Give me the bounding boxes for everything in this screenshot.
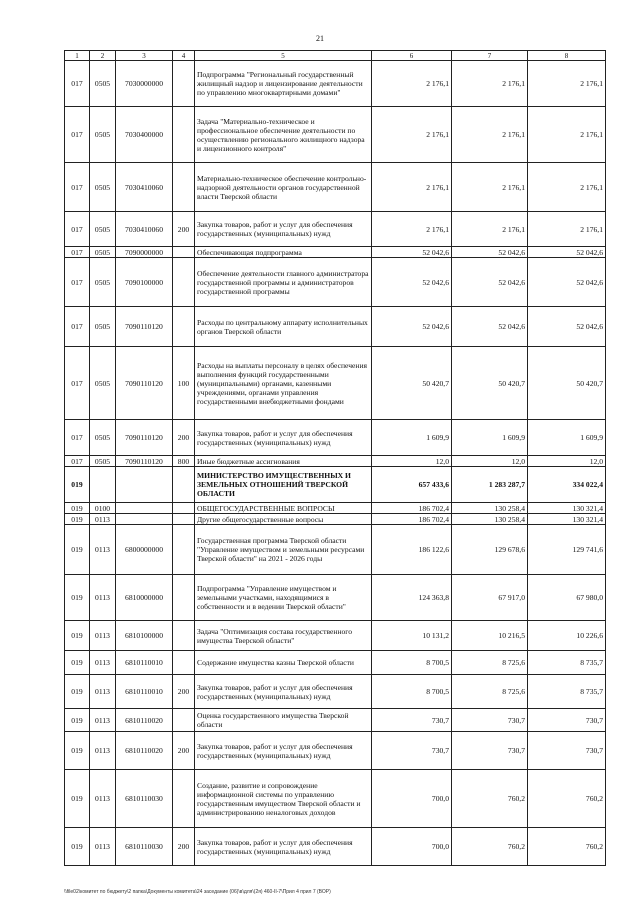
table-row-ministry-total <box>65 467 606 503</box>
table-row <box>65 307 606 347</box>
cell-ministry-code: 017 <box>65 456 90 467</box>
cell-amount-col8: 334 022,4 <box>528 467 606 503</box>
cell-amount-col6: 8 700,5 <box>372 651 452 675</box>
cell-expense-type <box>173 467 195 503</box>
table-row <box>65 347 606 420</box>
cell-description: Подпрограмма "Региональный государственный жилищный надзор и лицензирование деятельности по управлению многоквартирными домами" <box>195 61 372 107</box>
cell-amount-col8: 12,0 <box>528 456 606 467</box>
cell-amount-col8: 1 609,9 <box>528 420 606 456</box>
cell-amount-col6: 52 042,6 <box>372 258 452 307</box>
cell-amount-col6: 8 700,5 <box>372 675 452 709</box>
cell-section-code: 0113 <box>90 732 116 770</box>
cell-amount-col8: 760,2 <box>528 828 606 866</box>
cell-amount-col6: 50 420,7 <box>372 347 452 420</box>
cell-target-code: 6810110010 <box>116 675 173 709</box>
cell-amount-col8: 8 735,7 <box>528 651 606 675</box>
cell-expense-type: 200 <box>173 420 195 456</box>
cell-expense-type <box>173 575 195 621</box>
cell-amount-col8: 52 042,6 <box>528 258 606 307</box>
cell-ministry-code: 017 <box>65 307 90 347</box>
cell-amount-col8: 130 321,4 <box>528 503 606 514</box>
cell-expense-type <box>173 61 195 107</box>
cell-section-code: 0505 <box>90 61 116 107</box>
cell-amount-col8: 760,2 <box>528 770 606 828</box>
table-row <box>65 709 606 732</box>
cell-amount-col7: 1 609,9 <box>452 420 528 456</box>
cell-expense-type: 200 <box>173 675 195 709</box>
column-header: 3 <box>116 51 173 61</box>
cell-description: МИНИСТЕРСТВО ИМУЩЕСТВЕННЫХ И ЗЕМЕЛЬНЫХ ОТНОШЕНИЙ ТВЕРСКОЙ ОБЛАСТИ <box>195 467 372 503</box>
cell-amount-col7: 1 283 287,7 <box>452 467 528 503</box>
cell-amount-col7: 2 176,1 <box>452 163 528 212</box>
cell-expense-type: 100 <box>173 347 195 420</box>
cell-target-code <box>116 503 173 514</box>
cell-ministry-code: 019 <box>65 828 90 866</box>
cell-description: Закупка товаров, работ и услуг для обеспечения государственных (муниципальных) нужд <box>195 828 372 866</box>
cell-expense-type <box>173 307 195 347</box>
cell-description: Расходы по центральному аппарату исполнительных органов Тверской области <box>195 307 372 347</box>
cell-section-code <box>90 467 116 503</box>
cell-amount-col7: 8 725,6 <box>452 675 528 709</box>
column-header: 8 <box>528 51 606 61</box>
cell-ministry-code: 019 <box>65 651 90 675</box>
cell-description: Закупка товаров, работ и услуг для обеспечения государственных (муниципальных) нужд <box>195 212 372 247</box>
cell-amount-col8: 67 980,0 <box>528 575 606 621</box>
table-row <box>65 107 606 163</box>
cell-description: Обеспечивающая подпрограмма <box>195 247 372 258</box>
cell-description: Материально-техническое обеспечение контрольно-надзорной деятельности органов государственной власти Тверской области <box>195 163 372 212</box>
cell-amount-col6: 2 176,1 <box>372 212 452 247</box>
cell-description: Иные бюджетные ассигнования <box>195 456 372 467</box>
table-row <box>65 247 606 258</box>
cell-target-code: 7090000000 <box>116 247 173 258</box>
cell-amount-col7: 50 420,7 <box>452 347 528 420</box>
cell-target-code: 6810110020 <box>116 709 173 732</box>
table-row <box>65 163 606 212</box>
cell-section-code: 0505 <box>90 347 116 420</box>
cell-expense-type <box>173 621 195 651</box>
cell-section-code: 0505 <box>90 420 116 456</box>
table-row <box>65 732 606 770</box>
table-row <box>65 675 606 709</box>
cell-target-code: 6810000000 <box>116 575 173 621</box>
cell-amount-col6: 730,7 <box>372 732 452 770</box>
cell-section-code: 0505 <box>90 247 116 258</box>
cell-section-code: 0113 <box>90 675 116 709</box>
cell-amount-col6: 124 363,8 <box>372 575 452 621</box>
cell-amount-col7: 2 176,1 <box>452 107 528 163</box>
cell-amount-col6: 657 433,6 <box>372 467 452 503</box>
cell-amount-col7: 760,2 <box>452 770 528 828</box>
cell-section-code: 0113 <box>90 770 116 828</box>
cell-target-code: 6810110030 <box>116 770 173 828</box>
cell-amount-col6: 12,0 <box>372 456 452 467</box>
cell-amount-col6: 2 176,1 <box>372 61 452 107</box>
cell-description: Подпрограмма "Управление имуществом и земельными участками, находящимися в собственности и в ведении Тверской области" <box>195 575 372 621</box>
cell-amount-col8: 2 176,1 <box>528 163 606 212</box>
cell-ministry-code: 017 <box>65 212 90 247</box>
cell-amount-col8: 730,7 <box>528 709 606 732</box>
cell-amount-col8: 730,7 <box>528 732 606 770</box>
cell-ministry-code: 017 <box>65 61 90 107</box>
cell-amount-col6: 2 176,1 <box>372 163 452 212</box>
table-row <box>65 770 606 828</box>
cell-amount-col6: 2 176,1 <box>372 107 452 163</box>
cell-amount-col6: 186 702,4 <box>372 503 452 514</box>
cell-amount-col8: 52 042,6 <box>528 307 606 347</box>
cell-section-code: 0113 <box>90 621 116 651</box>
table-row <box>65 212 606 247</box>
cell-section-code: 0505 <box>90 307 116 347</box>
cell-target-code: 7090100000 <box>116 258 173 307</box>
budget-table <box>64 50 606 866</box>
cell-expense-type <box>173 163 195 212</box>
cell-target-code <box>116 514 173 525</box>
table-row <box>65 621 606 651</box>
cell-description: Задача "Материально-техническое и профессиональное обеспечение деятельности по осуществлению регионального жилищного надзора и лицензионного контроля" <box>195 107 372 163</box>
cell-ministry-code: 019 <box>65 709 90 732</box>
cell-target-code: 7090110120 <box>116 307 173 347</box>
column-header: 6 <box>372 51 452 61</box>
column-header: 4 <box>173 51 195 61</box>
cell-target-code <box>116 467 173 503</box>
column-header: 5 <box>195 51 372 61</box>
cell-amount-col7: 730,7 <box>452 732 528 770</box>
cell-amount-col7: 130 258,4 <box>452 503 528 514</box>
cell-ministry-code: 019 <box>65 525 90 575</box>
table-row <box>65 61 606 107</box>
cell-expense-type: 200 <box>173 732 195 770</box>
cell-expense-type <box>173 709 195 732</box>
cell-amount-col7: 52 042,6 <box>452 258 528 307</box>
cell-amount-col7: 67 917,0 <box>452 575 528 621</box>
cell-expense-type <box>173 503 195 514</box>
cell-amount-col6: 700,0 <box>372 770 452 828</box>
cell-section-code: 0505 <box>90 456 116 467</box>
cell-amount-col6: 700,0 <box>372 828 452 866</box>
cell-expense-type <box>173 258 195 307</box>
cell-target-code: 7030000000 <box>116 61 173 107</box>
cell-section-code: 0505 <box>90 258 116 307</box>
cell-amount-col6: 10 131,2 <box>372 621 452 651</box>
cell-description: Закупка товаров, работ и услуг для обеспечения государственных (муниципальных) нужд <box>195 675 372 709</box>
cell-target-code: 7030410060 <box>116 163 173 212</box>
cell-ministry-code: 019 <box>65 467 90 503</box>
cell-ministry-code: 019 <box>65 621 90 651</box>
cell-amount-col8: 50 420,7 <box>528 347 606 420</box>
cell-amount-col7: 2 176,1 <box>452 61 528 107</box>
cell-ministry-code: 019 <box>65 675 90 709</box>
cell-section-code: 0505 <box>90 163 116 212</box>
table-row <box>65 575 606 621</box>
cell-target-code: 7030400000 <box>116 107 173 163</box>
cell-description: Государственная программа Тверской области "Управление имуществом и земельными ресурсами Тверской области" на 2021 - 2026 годы <box>195 525 372 575</box>
column-header: 7 <box>452 51 528 61</box>
cell-section-code: 0113 <box>90 514 116 525</box>
table-row <box>65 503 606 514</box>
cell-amount-col6: 186 122,6 <box>372 525 452 575</box>
cell-description: Оценка государственного имущества Тверской области <box>195 709 372 732</box>
cell-amount-col6: 1 609,9 <box>372 420 452 456</box>
cell-amount-col8: 8 735,7 <box>528 675 606 709</box>
cell-amount-col8: 130 321,4 <box>528 514 606 525</box>
cell-ministry-code: 019 <box>65 514 90 525</box>
cell-amount-col7: 130 258,4 <box>452 514 528 525</box>
table-row <box>65 828 606 866</box>
column-header: 1 <box>65 51 90 61</box>
cell-amount-col7: 52 042,6 <box>452 247 528 258</box>
cell-amount-col8: 10 226,6 <box>528 621 606 651</box>
cell-target-code: 7030410060 <box>116 212 173 247</box>
table-row <box>65 258 606 307</box>
cell-ministry-code: 017 <box>65 247 90 258</box>
table-row <box>65 651 606 675</box>
cell-expense-type <box>173 770 195 828</box>
table-row <box>65 420 606 456</box>
cell-amount-col7: 8 725,6 <box>452 651 528 675</box>
cell-amount-col6: 730,7 <box>372 709 452 732</box>
file-path-footer: \\file02\комитет по бюджету\2 папка\Документы комитета\24 заседание (06)\в\для\(2я) 460-II-7\Прил 4 прил 7 (ВОР) <box>64 889 331 895</box>
table-row <box>65 525 606 575</box>
cell-ministry-code: 019 <box>65 770 90 828</box>
cell-target-code: 7090110120 <box>116 347 173 420</box>
cell-target-code: 7090110120 <box>116 420 173 456</box>
cell-target-code: 6810110030 <box>116 828 173 866</box>
cell-amount-col8: 129 741,6 <box>528 525 606 575</box>
cell-ministry-code: 017 <box>65 107 90 163</box>
cell-ministry-code: 019 <box>65 503 90 514</box>
page-number: 21 <box>316 34 324 43</box>
cell-amount-col7: 760,2 <box>452 828 528 866</box>
cell-description: ОБЩЕГОСУДАРСТВЕННЫЕ ВОПРОСЫ <box>195 503 372 514</box>
cell-target-code: 6800000000 <box>116 525 173 575</box>
cell-target-code: 6810110020 <box>116 732 173 770</box>
cell-section-code: 0113 <box>90 828 116 866</box>
cell-ministry-code: 017 <box>65 420 90 456</box>
cell-ministry-code: 017 <box>65 163 90 212</box>
cell-description: Расходы на выплаты персоналу в целях обеспечения выполнения функций государственными (муниципальными) органами, казенными учреждениями, органами управления государственными внебюджетными фондами <box>195 347 372 420</box>
cell-target-code: 6810110010 <box>116 651 173 675</box>
cell-section-code: 0113 <box>90 709 116 732</box>
cell-section-code: 0113 <box>90 525 116 575</box>
cell-description: Закупка товаров, работ и услуг для обеспечения государственных (муниципальных) нужд <box>195 732 372 770</box>
cell-amount-col7: 52 042,6 <box>452 307 528 347</box>
cell-amount-col7: 10 216,5 <box>452 621 528 651</box>
cell-expense-type <box>173 514 195 525</box>
cell-section-code: 0113 <box>90 651 116 675</box>
cell-section-code: 0113 <box>90 575 116 621</box>
cell-description: Обеспечение деятельности главного администратора государственной программы и администраторов государственной программы <box>195 258 372 307</box>
cell-expense-type <box>173 651 195 675</box>
cell-expense-type <box>173 107 195 163</box>
cell-amount-col8: 2 176,1 <box>528 107 606 163</box>
cell-target-code: 6810100000 <box>116 621 173 651</box>
cell-ministry-code: 017 <box>65 258 90 307</box>
cell-amount-col8: 2 176,1 <box>528 212 606 247</box>
cell-amount-col6: 52 042,6 <box>372 307 452 347</box>
cell-description: Задача "Оптимизация состава государственного имущества Тверской области" <box>195 621 372 651</box>
cell-amount-col6: 186 702,4 <box>372 514 452 525</box>
cell-amount-col6: 52 042,6 <box>372 247 452 258</box>
cell-description: Создание, развитие и сопровождение информационной системы по управлению государственным имуществом Тверской области и администрированию неналоговых доходов <box>195 770 372 828</box>
column-number-row <box>65 51 606 61</box>
cell-description: Закупка товаров, работ и услуг для обеспечения государственных (муниципальных) нужд <box>195 420 372 456</box>
cell-description: Другие общегосударственные вопросы <box>195 514 372 525</box>
cell-expense-type: 200 <box>173 828 195 866</box>
cell-amount-col8: 52 042,6 <box>528 247 606 258</box>
cell-expense-type: 200 <box>173 212 195 247</box>
cell-description: Содержание имущества казны Тверской области <box>195 651 372 675</box>
cell-section-code: 0505 <box>90 212 116 247</box>
cell-amount-col7: 12,0 <box>452 456 528 467</box>
cell-amount-col7: 2 176,1 <box>452 212 528 247</box>
cell-section-code: 0505 <box>90 107 116 163</box>
cell-ministry-code: 019 <box>65 732 90 770</box>
cell-target-code: 7090110120 <box>116 456 173 467</box>
table-row <box>65 514 606 525</box>
cell-section-code: 0100 <box>90 503 116 514</box>
cell-expense-type <box>173 247 195 258</box>
cell-expense-type <box>173 525 195 575</box>
cell-amount-col7: 129 678,6 <box>452 525 528 575</box>
table-row <box>65 456 606 467</box>
cell-ministry-code: 019 <box>65 575 90 621</box>
cell-expense-type: 800 <box>173 456 195 467</box>
cell-amount-col8: 2 176,1 <box>528 61 606 107</box>
cell-amount-col7: 730,7 <box>452 709 528 732</box>
column-header: 2 <box>90 51 116 61</box>
cell-ministry-code: 017 <box>65 347 90 420</box>
